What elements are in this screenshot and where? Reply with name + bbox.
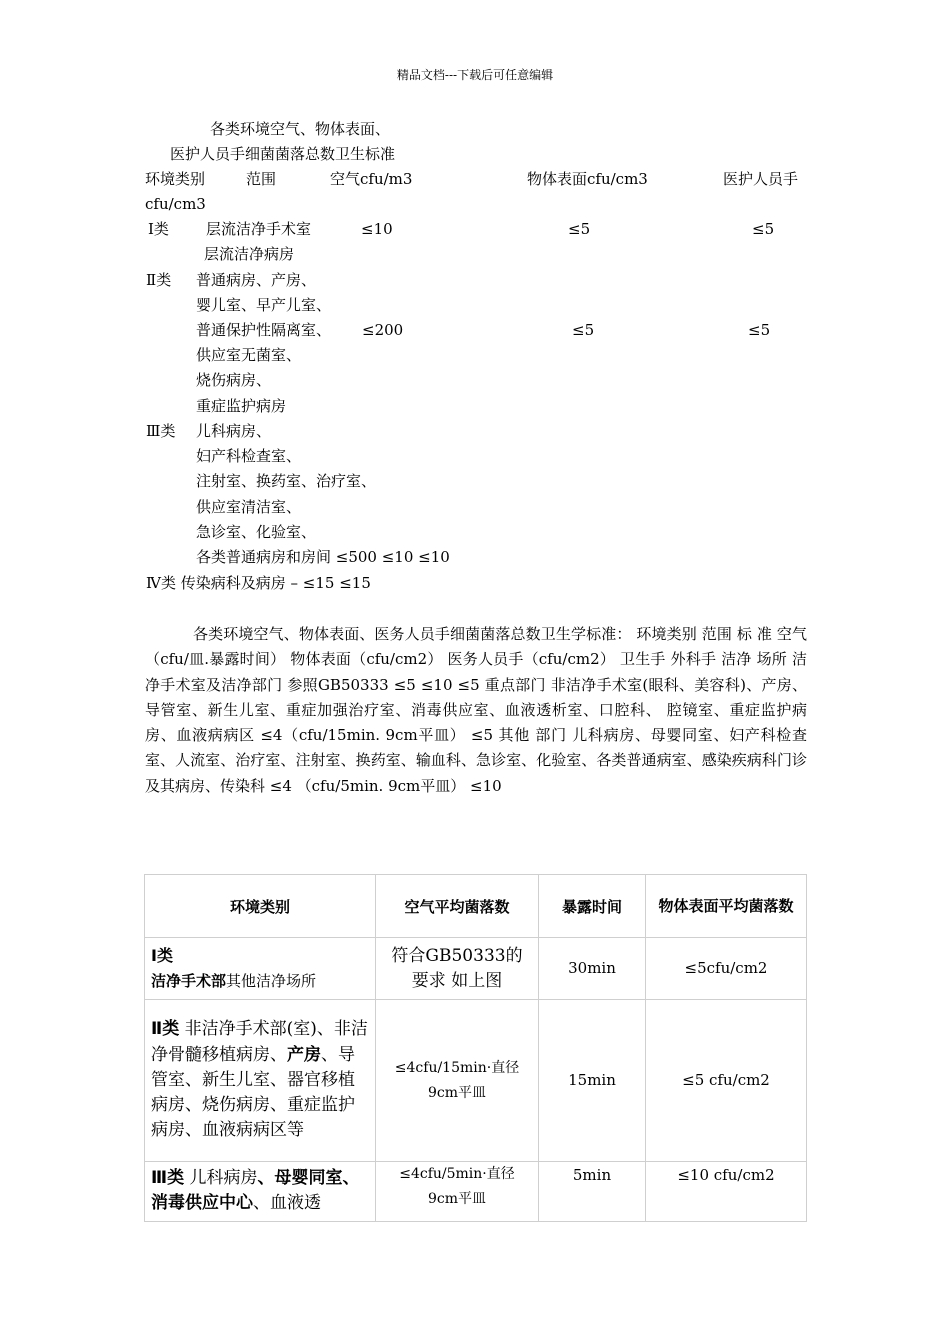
class2-scope-4: 供应室无菌室、 xyxy=(196,346,302,364)
row2-class-label: Ⅱ类 xyxy=(151,1019,180,1040)
class2-label: Ⅱ类 xyxy=(146,271,172,289)
row3-env-a: 儿科病房 xyxy=(189,1168,258,1188)
col-env-header: 环境类别 xyxy=(145,170,206,188)
class1-surface: ≤5 xyxy=(568,220,591,238)
row3-env-b: 、血液透 xyxy=(253,1193,321,1214)
row3-air: ≤4cfu/5min·直径9cm平皿 xyxy=(376,1162,539,1222)
table-row xyxy=(145,938,807,1000)
row3-time: 5min xyxy=(539,1162,646,1222)
row3-class-label: Ⅲ类 xyxy=(151,1168,185,1188)
class3-scope-5: 急诊室、化验室、 xyxy=(196,523,317,541)
col-hand-unit: cfu/cm3 xyxy=(145,195,206,213)
class1-hand: ≤5 xyxy=(752,220,775,238)
row1-surface: ≤5cfu/cm2 xyxy=(646,938,807,1000)
class3-scope-3: 注射室、换药室、治疗室、 xyxy=(196,472,377,490)
col-scope-header: 范围 xyxy=(246,170,277,188)
row2-env-a: 非洁净手术部(室)、非洁净骨髓移植病房、 xyxy=(151,1019,368,1065)
row1-class-label: Ⅰ类 xyxy=(151,945,173,965)
standards-table xyxy=(144,874,807,1222)
page-header: 精品文档---下载后可任意编辑 xyxy=(396,68,554,82)
table-header-row xyxy=(145,875,807,938)
section1-title-line1: 各类环境空气、物体表面、 xyxy=(210,120,391,138)
class1-scope-2: 层流洁净病房 xyxy=(204,245,295,263)
class2-air: ≤200 xyxy=(362,321,404,339)
class2-hand: ≤5 xyxy=(748,321,771,339)
th-env-class: 环境类别 xyxy=(145,875,376,938)
row2-surface: ≤5 cfu/cm2 xyxy=(646,1000,807,1162)
class1-label: Ⅰ类 xyxy=(148,220,169,238)
row1-time: 30min xyxy=(539,938,646,1000)
row2-air: ≤4cfu/15min·直径9cm平皿 xyxy=(376,1000,539,1162)
class2-scope-2: 婴儿室、早产儿室、 xyxy=(196,296,332,314)
standard-paragraph-text: 各类环境空气、物体表面、医务人员手细菌菌落总数卫生学标准： 环境类别 范围 标 准 空气（cfu/皿.暴露时间） 物体表面（cfu/cm2） 医务人员手（cfu/cm2） 卫生手 外科手 洁净 场所 洁净手术室及洁净部门 参照GB50333 ≤5 ≤10 ≤5 重点部门 非洁净手术室(眼科、美容科)、产房、导管室、新生儿室、重症加强治疗室、消毒供应室、血液透析室、口腔科、 腔镜室、重症监护病房、血液病病区 ≤4（cfu/15min. 9cm平皿） ≤5 其他 部门 儿科病房、母婴同室、妇产科检查室、人流室、治疗室、注射室、换药室、输血科、急诊室、化验室、各类普通病室、感染疾病科门诊及其病房、传染科 ≤4 （cfu/5min. 9cm平皿） ≤10 xyxy=(145,625,807,795)
table-row xyxy=(145,1000,807,1162)
row2-env-bold: 产房 xyxy=(287,1044,321,1065)
th-surface-count: 物体表面平均菌落数 xyxy=(646,875,807,938)
row2-env-b: 、导管室、新生儿室、器官移植病房、烧伤病房、重症监护病房、血液病病区等 xyxy=(151,1044,355,1141)
table-row xyxy=(145,1162,807,1222)
col-hand-header: 医护人员手 xyxy=(723,170,799,188)
class1-air: ≤10 xyxy=(361,220,393,238)
row1-env xyxy=(145,938,376,1000)
class3-scope-4: 供应室清洁室、 xyxy=(196,498,302,516)
section1-title-line2: 医护人员手细菌菌落总数卫生标准 xyxy=(170,145,396,163)
class2-scope-6: 重症监护病房 xyxy=(196,397,287,415)
row3-env xyxy=(145,1162,376,1222)
class2-scope-5: 烧伤病房、 xyxy=(196,371,272,389)
class3-scope-2: 妇产科检查室、 xyxy=(196,447,302,465)
th-air-count: 空气平均菌落数 xyxy=(376,875,539,938)
row3-env-bold: 、母婴同室、消毒供应中心 xyxy=(151,1168,360,1214)
class3-label: Ⅲ类 xyxy=(146,422,176,440)
row2-time: 15min xyxy=(539,1000,646,1162)
col-surface-header: 物体表面cfu/cm3 xyxy=(527,170,648,188)
row1-env-bold: 洁净手术部 xyxy=(151,972,227,990)
row2-env xyxy=(145,1000,376,1162)
th-exposure-time: 暴露时间 xyxy=(539,875,646,938)
class3-scope-6: 各类普通病房和房间 ≤500 ≤10 ≤10 xyxy=(196,548,450,566)
row1-env-rest: 其他洁净场所 xyxy=(226,972,317,990)
class2-scope-1: 普通病房、产房、 xyxy=(196,271,317,289)
class1-scope-1: 层流洁净手术室 xyxy=(206,220,312,238)
standard-paragraph xyxy=(145,622,807,799)
class2-scope-3: 普通保护性隔离室、 xyxy=(196,321,332,339)
row3-surface: ≤10 cfu/cm2 xyxy=(646,1162,807,1222)
class4-line: Ⅳ类 传染病科及病房 – ≤15 ≤15 xyxy=(146,574,371,592)
row1-air: 符合GB50333的要求 如上图 xyxy=(376,938,539,1000)
class3-scope-1: 儿科病房、 xyxy=(196,422,272,440)
col-air-header: 空气cfu/m3 xyxy=(330,170,413,188)
class2-surface: ≤5 xyxy=(572,321,595,339)
